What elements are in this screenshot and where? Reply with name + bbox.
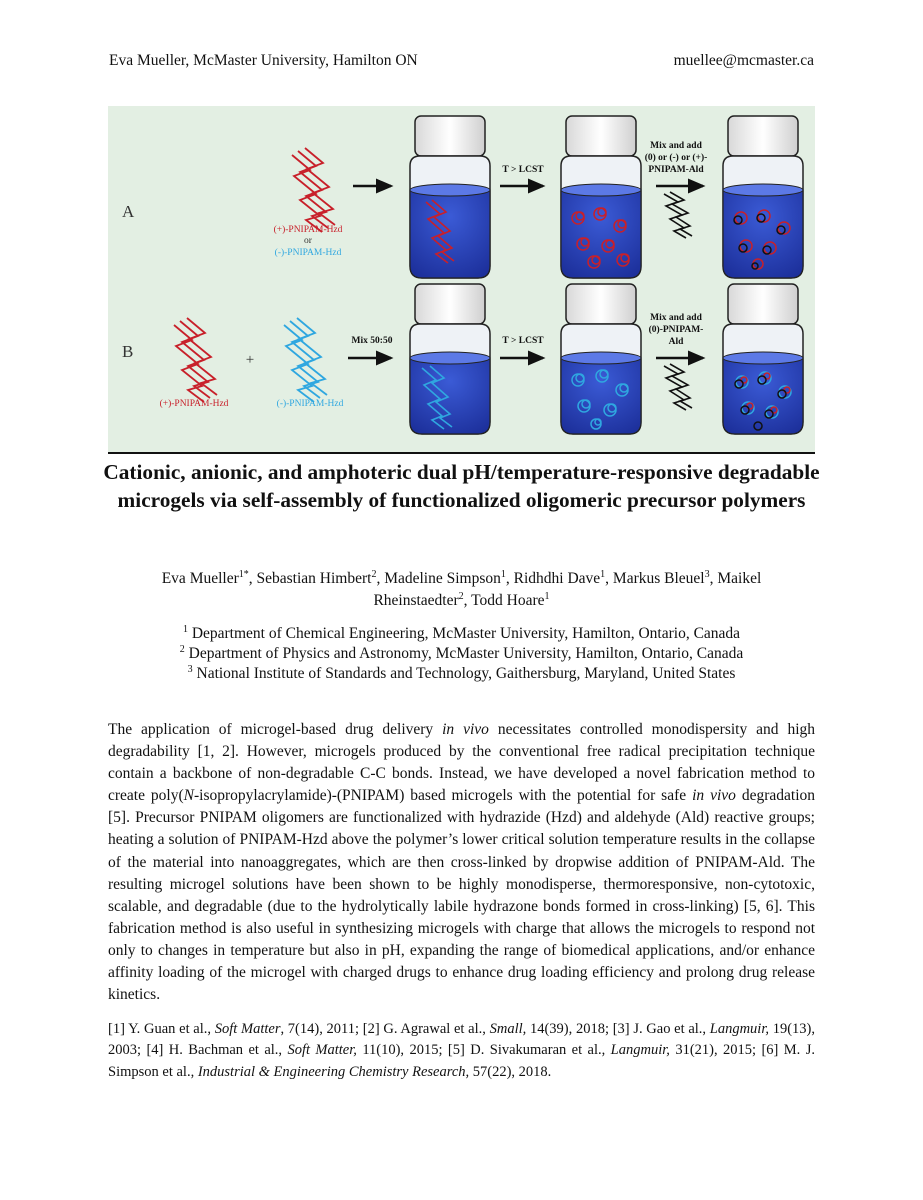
author-name: Todd Hoare [471,592,545,609]
row-b-step3-line3: Ald [668,337,684,347]
row-a-step3-line3: PNIPAM-Ald [648,165,704,175]
author-name: Madeline Simpson [384,570,501,587]
jar-a2 [561,116,641,278]
schematic-figure [108,106,815,454]
references: [1] Y. Guan et al., Soft Matter, 7(14), 2011; [2] G. Agrawal et al., Small, 14(39), 2018; [3] J. Gao et al., Langmuir, 19(13), 2003; [4] H. Bachman et al., Soft Matter, 11(10), 2015; [5] D. Sivakumaran et al., Langmuir, 31(21), 2015; [6] M. J. Simpson et al., Industrial & Engineering Chemistry Research, 57(22), 2018. [108,1021,815,1080]
jar-b3 [723,284,803,434]
author-name: Ridhdhi Dave [513,570,601,587]
author-list: Eva Mueller$^{1*}$, Sebastian Himbert$^2$, Madeline Simpson$^1$, Ridhdhi Dave$^1$, Markus Bleuel$^3$, Maikel Rheinstaedter$^2$, Todd Hoare$^1$ [161,568,762,609]
affiliation-1: $^1$ Department of Chemical Engineering, McMaster University, Hamilton, Ontario, Canada [182,623,741,642]
row-b-step1-label: Mix 50:50 [351,336,393,346]
row-a-step2-label: T > LCST [502,165,544,175]
row-b-polymer-pos-label: (+)-PNIPAM-Hzd [159,399,229,409]
header-email: muellee@mcmaster.ca [673,52,814,69]
abstract-paragraph: The application of microgel-based drug delivery in vivo necessitates controlled monodispersity and high degradability [1, 2]. However, microgels produced by the conventional free radical precipitation technique contain a backbone of non-degradable C-C bonds. Instead, we have developed a novel fabrication method to create poly(N-isopropylacrylamide)-(PNIPAM) based microgels with the potential for safe in vivo degradation [5]. Precursor PNIPAM oligomers are functionalized with hydrazide (Hzd) and aldehyde (Ald) reactive groups; heating a solution of PNIPAM-Hzd above the polymer’s lower critical solution temperature results in the collapse of the material into nanoaggregates, which are then cross-linked by dropwise addition of PNIPAM-Ald. The resulting microgel solutions have been shown to be highly monodisperse, thermoresponsive, non-cytotoxic, scalable, and degradable (due to the hydrolytically labile hydrazone bonds formed in cross-linking) [5, 6]. This fabrication method is also useful in synthesizing microgels with charge that allows the microgels to respond not only to changes in temperature but also in pH, expanding the range of biomedical applications, and/or enhance affinity loading of the microgel with charged drugs to enhance drug loading efficiency and prolong drug release kinetics. [108,721,816,1004]
row-b-label: B [122,342,134,361]
row-b-step2-label: T > LCST [502,336,544,346]
author-name: Eva Mueller [161,570,239,587]
affiliations [100,624,823,684]
paper-title: Cationic, anionic, and amphoteric dual pH/temperature-responsive degradable microgels via self-assembly of functionalized oligomeric precursor polymers [103,460,820,512]
row-b-step3-line2: (0)-PNIPAM- [648,325,704,335]
row-a-polymer-or: or [304,236,312,246]
row-a-step3-line1: Mix and add [650,141,702,151]
row-b-polymer-neg-label: (-)-PNIPAM-Hzd [276,399,344,409]
row-b-step3-line1: Mix and add [650,313,702,323]
affiliation-2: $^2$ Department of Physics and Astronomy, McMaster University, Hamilton, Ontario, Canada [179,643,744,662]
header-author: Eva Mueller, McMaster University, Hamilton ON [109,52,418,69]
affiliation-3: $^3$ National Institute of Standards and Technology, Gaithersburg, Maryland, United States [187,663,736,682]
row-b-plus: + [245,352,255,368]
jar-b2 [561,284,641,434]
row-a-label: A [122,202,135,221]
author-name: Sebastian Himbert [256,570,372,587]
jar-a3 [723,116,803,278]
author-name: Maikel Rheinstaedter [373,570,762,609]
jar-b1 [410,284,490,434]
jar-a1 [410,116,490,278]
row-a-step3-line2: (0) or (-) or (+)- [644,153,708,163]
row-a-polymer-label-1: (+)-PNIPAM-Hzd [273,225,343,235]
row-a-polymer-label-2: (-)-PNIPAM-Hzd [274,248,342,258]
author-name: Markus Bleuel [612,570,705,587]
